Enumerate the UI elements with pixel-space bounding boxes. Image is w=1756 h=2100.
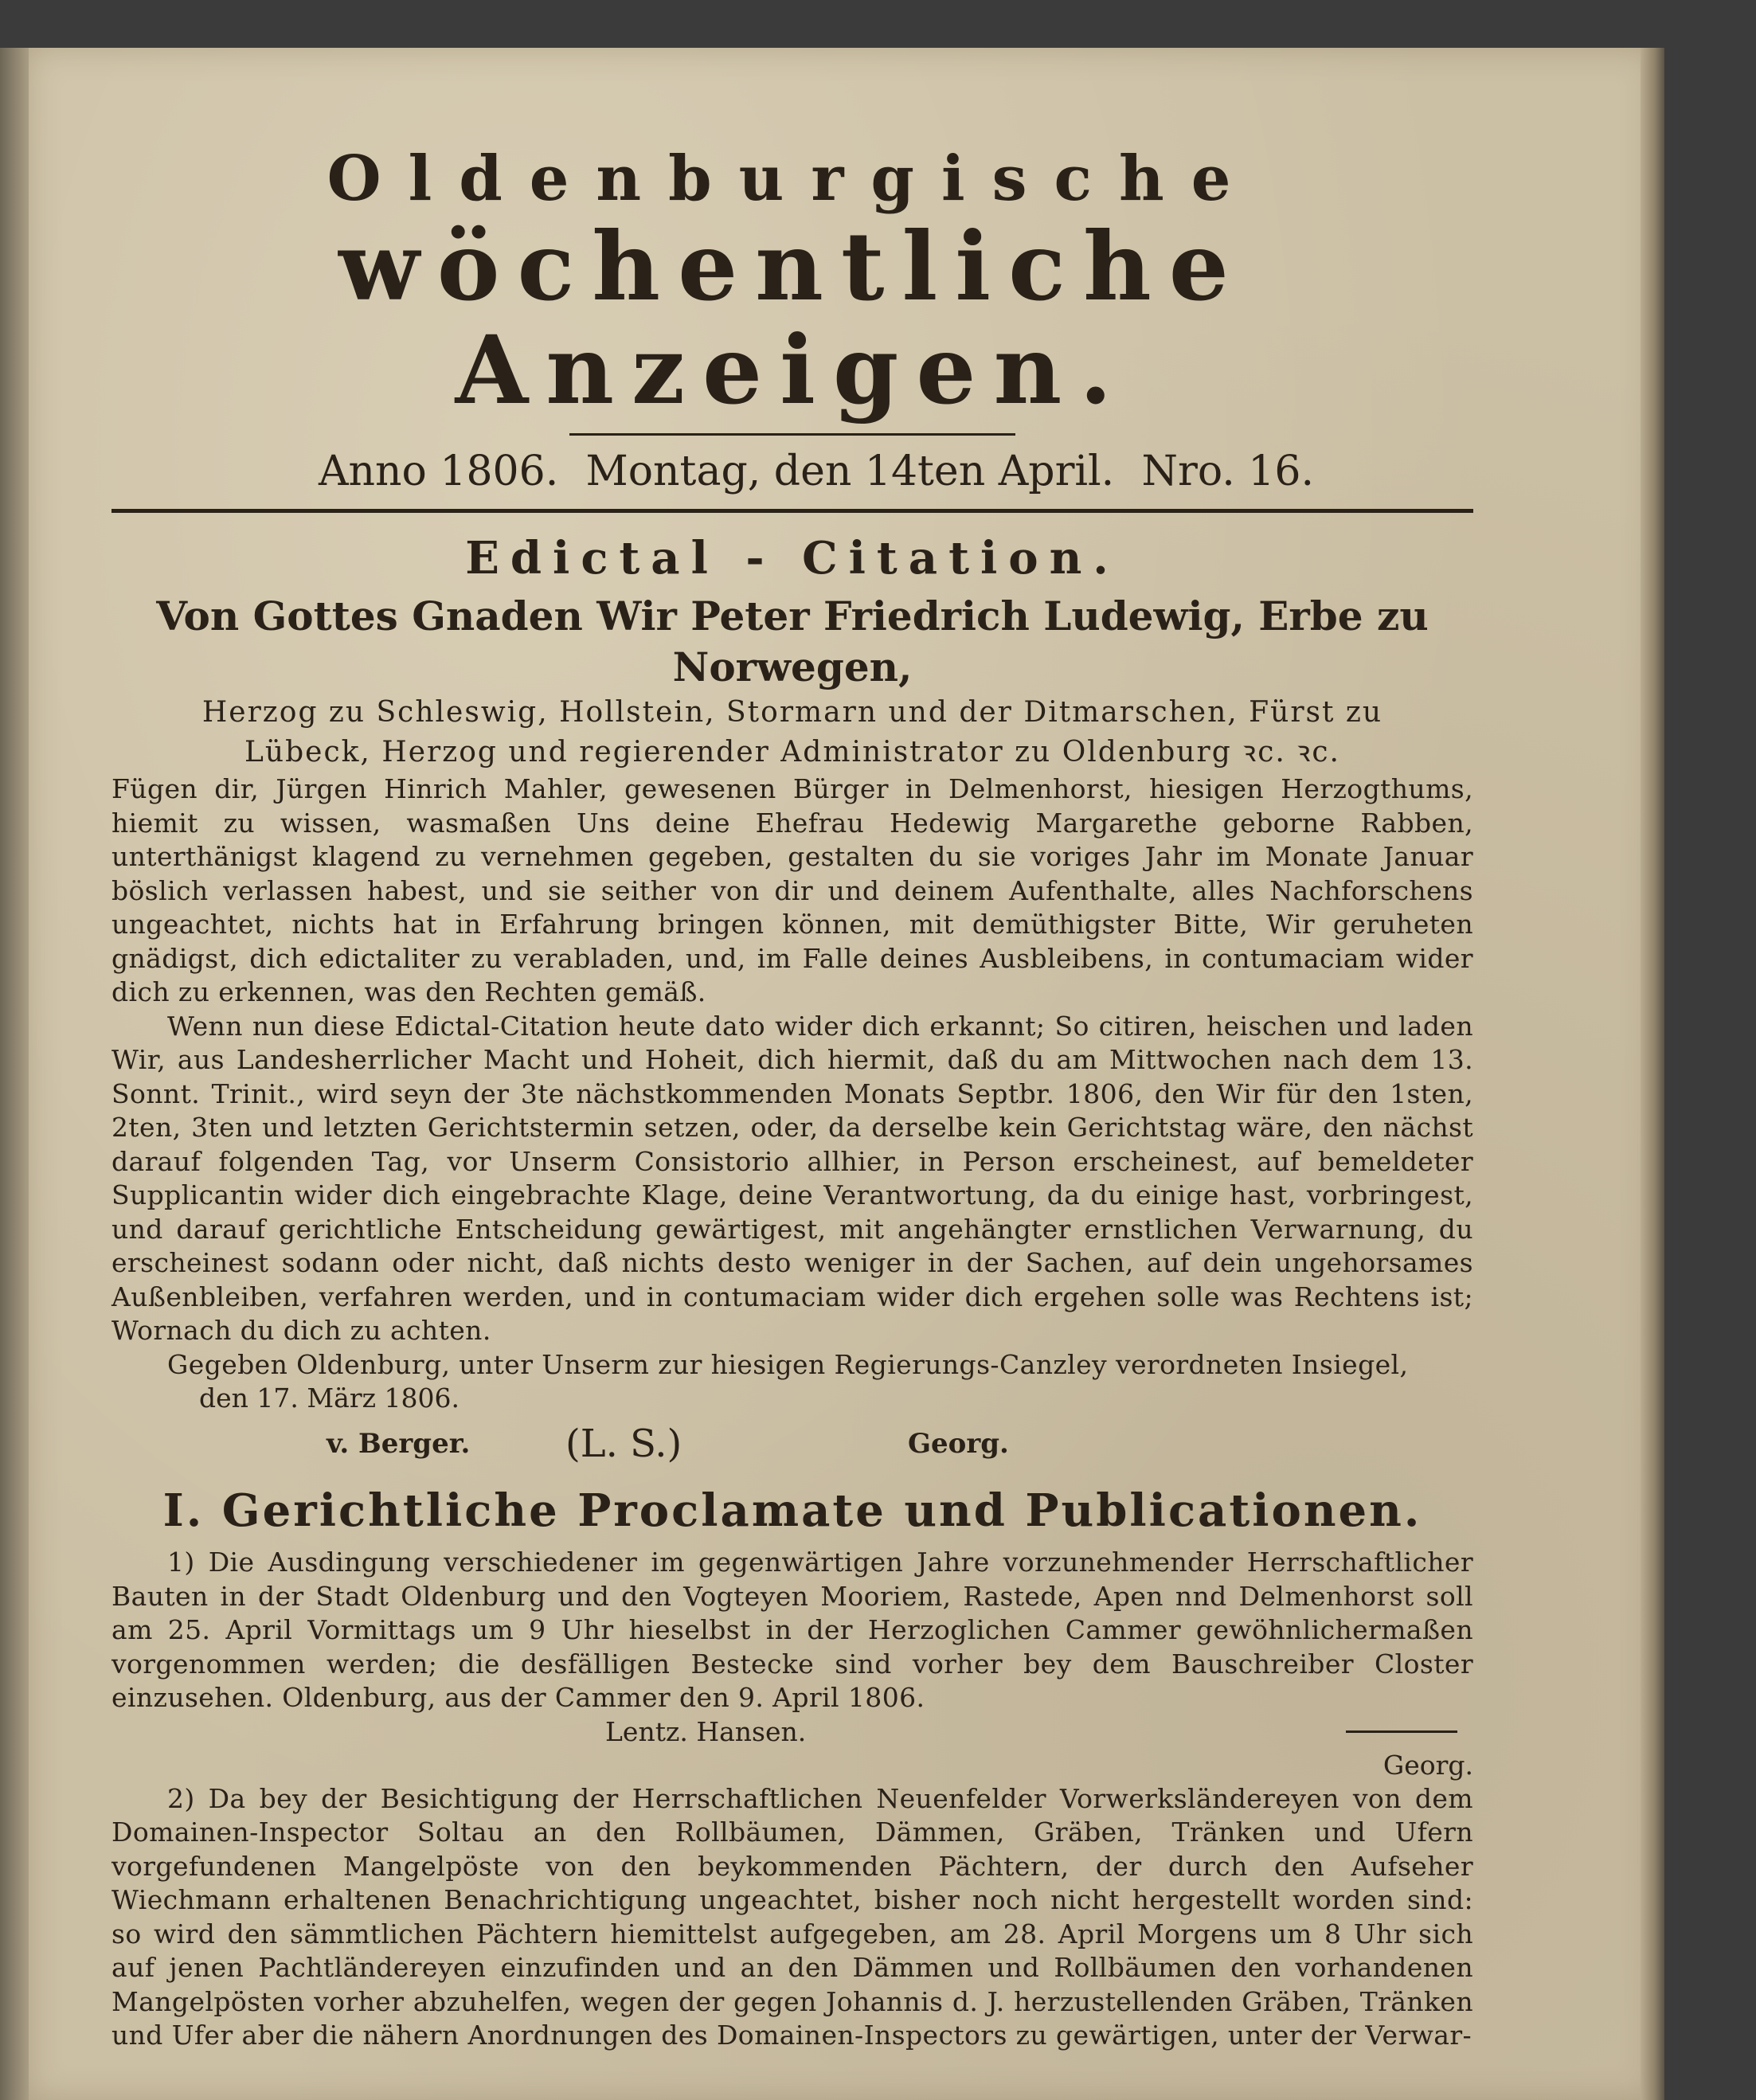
- signature-lentz-hansen: Lentz. Hansen.: [605, 1715, 807, 1747]
- notice-item-2: 2) Da bey der Besichtigung der Herrschaftlichen Neuenfelder Vorwerksländereyen von dem Domainen-Inspector Soltau an den Rollbäumen, Dämmen, Gräben, Tränken und Ufern vorgefundenen Mangelpöste von den beykommenden Pächtern, der durch den Aufseher Wiechmann erhaltenen Benachrichtigung ungeachtet, bisher noch nicht hergestellt worden sind: so wird den sämmtlichen Pächtern hiemittelst aufgegeben, am 28. April Morgens um 8 Uhr sich auf jenen Pachtländereyen einzufinden und an den Dämmen und Rollbäumen den vorhandenen Mangelpösten vorher abzuhelfen, wegen der gegen Johannis d. J. herzustellenden Gräben, Tränken und Ufer aber die nähern Anordnungen des Domainen-Inspectors zu gewärtigen, unter der Verwar-: [111, 1782, 1473, 2051]
- left-gutter: [0, 48, 29, 2100]
- edict-paragraph-1: Fügen dir, Jürgen Hinrich Mahler, gewesenen Bürger in Delmenhorst, hiesigen Herzogthums, hiemit zu wissen, wasmaßen Uns deine Ehefrau Hedewig Margarethe geborne Rabben, unterthänigst klagend zu vernehmen gegeben, gestalten du sie voriges Jahr im Monate Januar böslich verlassen habest, und sie seither von dir und deinem Aufenthalte, alles Nachforschens ungeachtet, nichts hat in Erfahrung bringen können, mit demüthigster Bitte, Wir geruheten gnädigst, dich edictaliter zu verabladen, und, im Falle deines Ausbleibens, in contumaciam wider dich zu erkennen, was den Rechten gemäß.: [111, 773, 1473, 1007]
- edict-opening: Von Gottes Gnaden Wir Peter Friedrich Ludewig, Erbe zu Norwegen,: [156, 592, 1429, 690]
- edict-paragraph-2: Wenn nun diese Edictal-Citation heute dato wider dich erkannt; So citiren, heischen und laden Wir, aus Landesherrlicher Macht und Hoheit, dich hiermit, daß du am Mittwochen nach dem 13. Sonnt. Trinit., wird seyn der 3te nächstkommenden Monats Septbr. 1806, den Wir für den 1sten, 2ten, 3ten und letzten Gerichtstermin setzen, oder, da derselbe kein Gerichtstag wäre, den nächst darauf folgenden Tag, vor Unserm Consistorio allhier, in Person erscheinest, auf bemeldeter Supplicantin wider dich eingebrachte Klage, deine Verantwortung, da du einige hast, vorbringest, und darauf gerichtliche Entscheidung gewärtigest, mit angehängter ernstlichen Verwarnung, du erscheinest sodann oder nicht, daß nichts desto weniger in der Sachen, auf dein ungehorsames Außenbleiben, verfahren werden, und in contumaciam wider dich ergehen solle was Rechtens ist; Wornach du dich zu achten.: [111, 1010, 1473, 1346]
- page-content: [111, 100, 1473, 2053]
- masthead-line1: Oldenburgische: [327, 143, 1258, 215]
- page-edge: [1641, 48, 1664, 2100]
- dateline: [111, 444, 1473, 499]
- separator-dash: [1346, 1730, 1457, 1733]
- edict-title: Edictal - Citation.: [465, 532, 1120, 585]
- dateline-year: Anno 1806.: [319, 448, 559, 495]
- masthead-rule: [569, 433, 1015, 436]
- edict-paragraph-3: Gegeben Oldenburg, unter Unserm zur hiesigen Regierungs-Canzley verordneten Insiegel,: [167, 1348, 1409, 1380]
- notice-item-1: 1) Die Ausdingung verschiedener im gegenwärtigen Jahre vorzunehmender Herrschaftlicher Bauten in der Stadt Oldenburg und den Vogteyen Mooriem, Rastede, Apen nnd Delmenhorst soll am 25. April Vormittags um 9 Uhr hieselbst in der Herzoglichen Cammer gewöhnlichermaßen vorgenommen werden; die desfälligen Bestecke sind vorher bey dem Bauschreiber Closter einzusehen. Oldenburg, aus der Cammer den 9. April 1806.: [111, 1547, 1473, 1713]
- edict-titles-line1: Herzog zu Schleswig, Hollstein, Stormarn und der Ditmarschen, Fürst zu: [201, 696, 1383, 729]
- dateline-number: Nro. 16.: [1141, 448, 1314, 495]
- seal-ls: (L. S.): [565, 1422, 682, 1466]
- dateline-date: Montag, den 14ten April.: [585, 448, 1115, 495]
- signature-georg-2: Georg.: [1383, 1749, 1473, 1781]
- signature-georg: Georg.: [908, 1428, 1009, 1460]
- edict-date: den 17. März 1806.: [199, 1382, 460, 1414]
- edict-titles-line2: Lübeck, Herzog und regierender Administrator zu Oldenburg ꝛc. ꝛc.: [244, 736, 1340, 768]
- header-rule: [111, 509, 1473, 513]
- section-heading: I. Gerichtliche Proclamate und Publicationen.: [162, 1484, 1422, 1537]
- notice-item-1-signatures: [111, 1715, 1473, 1749]
- signature-berger: v. Berger.: [327, 1428, 471, 1460]
- masthead-line2: wöchentliche Anzeigen.: [338, 211, 1246, 425]
- edict-signatures: [111, 1420, 1473, 1468]
